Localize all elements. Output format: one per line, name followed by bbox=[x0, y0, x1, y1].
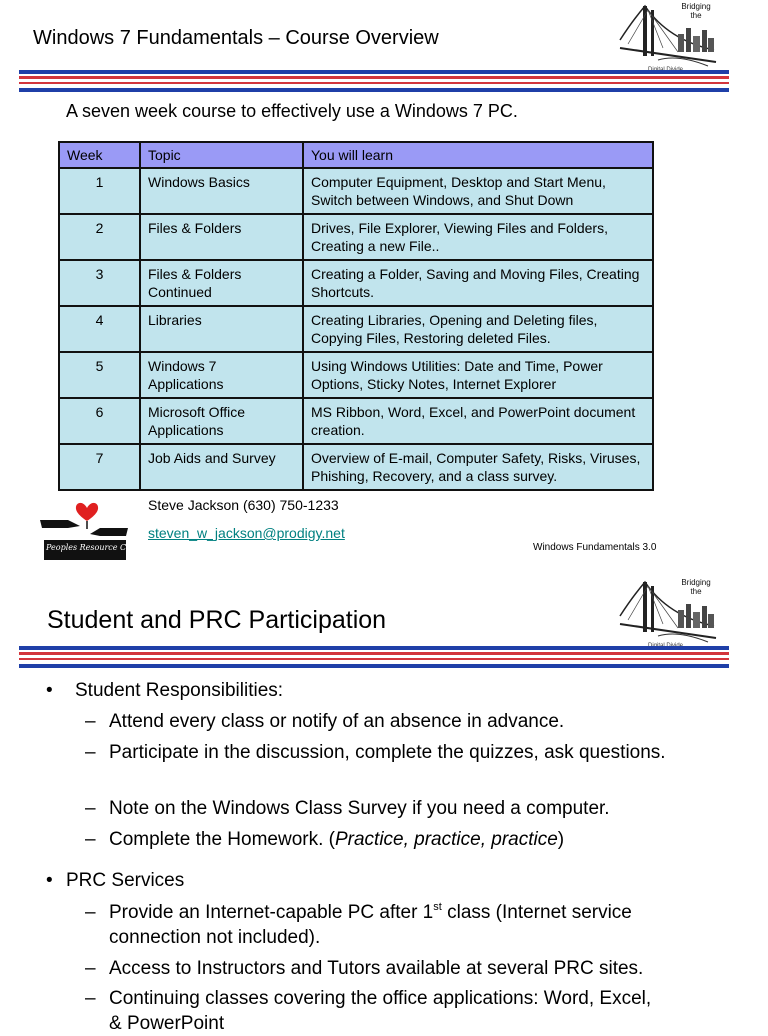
learn-cell: Drives, File Explorer, Viewing Files and Folders, Creating a new File.. bbox=[303, 214, 653, 260]
learn-cell: Creating a Folder, Saving and Moving Files, Creating Shortcuts. bbox=[303, 260, 653, 306]
list-item-text: Access to Instructors and Tutors available at several PRC sites. bbox=[109, 958, 644, 979]
bridge-logo bbox=[618, 0, 718, 74]
topic-cell: Files & Folders Continued bbox=[140, 260, 303, 306]
dash-mark: – bbox=[85, 711, 96, 732]
slide2-title: Student and PRC Participation bbox=[47, 606, 387, 634]
week-cell: 5 bbox=[59, 352, 140, 398]
week-cell: 7 bbox=[59, 444, 140, 490]
course-intro: A seven week course to effectively use a Windows 7 PC. bbox=[66, 101, 518, 121]
topic-cell: Job Aids and Survey bbox=[140, 444, 303, 490]
week-cell: 3 bbox=[59, 260, 140, 306]
bridge-logo bbox=[618, 576, 718, 650]
list-item bbox=[85, 827, 725, 852]
header-topic: Topic bbox=[140, 142, 303, 168]
homework-emphasis: Practice, practice, practice bbox=[334, 829, 558, 850]
table-header-row bbox=[59, 142, 653, 168]
slide2-divider-bar bbox=[19, 646, 729, 668]
logo-line2: the bbox=[690, 587, 702, 596]
list-item bbox=[85, 900, 695, 950]
week-cell: 1 bbox=[59, 168, 140, 214]
dash-mark: – bbox=[85, 742, 96, 763]
dash-mark: – bbox=[85, 798, 96, 819]
bullet-student-responsibilities bbox=[46, 678, 283, 703]
logo-line1: Bridging bbox=[681, 578, 711, 587]
week-cell: 2 bbox=[59, 214, 140, 260]
list-item bbox=[85, 740, 675, 765]
week-cell: 6 bbox=[59, 398, 140, 444]
bullet-mark: • bbox=[46, 870, 53, 891]
table-row bbox=[59, 444, 653, 490]
bullet-prc-services bbox=[46, 868, 184, 893]
logo-line1: Bridging bbox=[681, 2, 711, 11]
list-item-text: Provide an Internet-capable PC after 1st class (Internet service connection not included). bbox=[109, 901, 632, 948]
list-item bbox=[85, 956, 725, 981]
slide1-footer: Windows Fundamentals 3.0 bbox=[533, 542, 657, 553]
dash-mark: – bbox=[85, 958, 96, 979]
topic-cell: Windows Basics bbox=[140, 168, 303, 214]
dash-mark: – bbox=[85, 829, 96, 850]
list-item-text: Note on the Windows Class Survey if you need a computer. bbox=[109, 798, 610, 819]
topic-cell: Windows 7 Applications bbox=[140, 352, 303, 398]
dash-mark: – bbox=[85, 988, 96, 1009]
bullet-text: PRC Services bbox=[66, 870, 185, 891]
week-cell: 4 bbox=[59, 306, 140, 352]
table-row bbox=[59, 214, 653, 260]
topic-cell: Files & Folders bbox=[140, 214, 303, 260]
table-row bbox=[59, 260, 653, 306]
slide1-divider-bar bbox=[19, 70, 729, 92]
course-table bbox=[58, 141, 654, 491]
dash-mark: – bbox=[85, 902, 96, 923]
table-row bbox=[59, 352, 653, 398]
list-item bbox=[85, 986, 665, 1036]
learn-cell: Using Windows Utilities: Date and Time, Power Options, Sticky Notes, Internet Explorer bbox=[303, 352, 653, 398]
contact-email-link[interactable]: steven_w_jackson@prodigy.net bbox=[148, 525, 345, 541]
topic-cell: Libraries bbox=[140, 306, 303, 352]
list-item bbox=[85, 796, 725, 821]
table-row bbox=[59, 306, 653, 352]
contact-name-phone: Steve Jackson (630) 750-1233 bbox=[148, 497, 339, 513]
header-week: Week bbox=[59, 142, 140, 168]
prc-logo bbox=[38, 498, 148, 564]
logo-line2: the bbox=[690, 11, 702, 20]
bullet-text: Student Responsibilities: bbox=[75, 680, 284, 701]
list-item-text: Participate in the discussion, complete the quizzes, ask questions. bbox=[109, 742, 666, 763]
table-row bbox=[59, 398, 653, 444]
table-row bbox=[59, 168, 653, 214]
learn-cell: Computer Equipment, Desktop and Start Menu, Switch between Windows, and Shut Down bbox=[303, 168, 653, 214]
learn-cell: MS Ribbon, Word, Excel, and PowerPoint document creation. bbox=[303, 398, 653, 444]
list-item bbox=[85, 709, 725, 734]
header-learn: You will learn bbox=[303, 142, 653, 168]
bullet-mark: • bbox=[46, 680, 53, 701]
list-item-text: Attend every class or notify of an absence in advance. bbox=[109, 711, 565, 732]
prc-logo-text: Peoples Resource Center bbox=[46, 543, 148, 552]
list-item-text: Continuing classes covering the office applications: Word, Excel, & PowerPoint bbox=[109, 988, 652, 1034]
topic-cell: Microsoft Office Applications bbox=[140, 398, 303, 444]
learn-cell: Overview of E-mail, Computer Safety, Risks, Viruses, Phishing, Recovery, and a class survey. bbox=[303, 444, 653, 490]
heart-hands-icon bbox=[38, 498, 148, 564]
learn-cell: Creating Libraries, Opening and Deleting files, Copying Files, Restoring deleted Files. bbox=[303, 306, 653, 352]
slide1-title: Windows 7 Fundamentals – Course Overview bbox=[33, 27, 439, 49]
list-item-text: Complete the Homework. (Practice, practice, practice) bbox=[109, 829, 565, 850]
